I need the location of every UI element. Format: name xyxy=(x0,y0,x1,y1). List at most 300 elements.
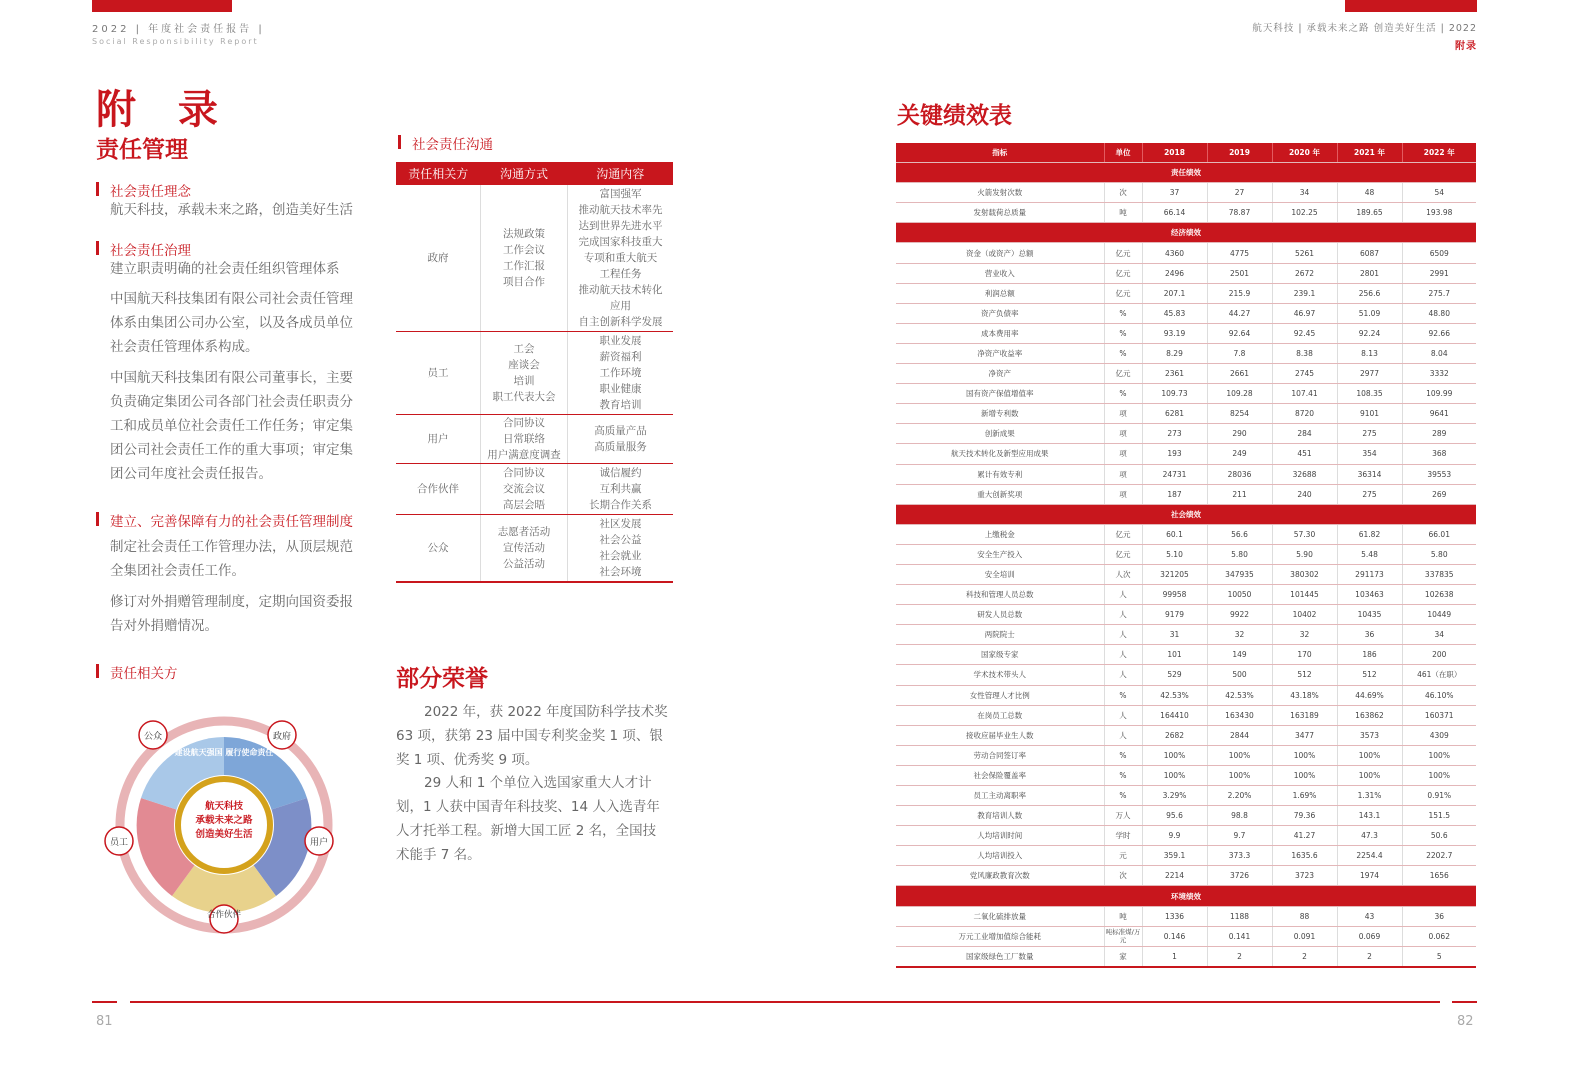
kpi-value: 163189 xyxy=(1272,705,1337,725)
kpi-value: 36314 xyxy=(1337,464,1402,484)
kpi-row xyxy=(896,725,1476,745)
kpi-unit: 吨标准煤/万元 xyxy=(1104,926,1142,946)
kpi-value: 24731 xyxy=(1142,464,1207,484)
kpi-value: 2202.7 xyxy=(1402,846,1476,866)
comm-content: 高质量服务 xyxy=(594,441,647,453)
governance-p2: 中国航天科技集团有限公司社会责任管理体系由集团公司办公室，以及各成员单位社会责任管理体系构成。 xyxy=(110,291,353,355)
comm-content: 职业发展 xyxy=(599,335,642,347)
kpi-category-label: 经济绩效 xyxy=(896,223,1476,243)
kpi-value: 10435 xyxy=(1337,605,1402,625)
kpi-value: 9641 xyxy=(1402,404,1476,424)
kpi-header-cell: 2021 年 xyxy=(1337,143,1402,163)
kpi-value: 56.6 xyxy=(1207,524,1272,544)
node-user xyxy=(305,827,333,855)
kpi-value: 2682 xyxy=(1142,725,1207,745)
kpi-row xyxy=(896,946,1476,967)
kpi-value: 45.83 xyxy=(1142,303,1207,323)
kpi-unit: 次 xyxy=(1104,866,1142,886)
kpi-value: 100% xyxy=(1272,765,1337,785)
honor-title: 部分荣誉 xyxy=(396,666,488,692)
kpi-value: 101 xyxy=(1142,645,1207,665)
kpi-value: 32 xyxy=(1207,625,1272,645)
kpi-value: 451 xyxy=(1272,444,1337,464)
kpi-row xyxy=(896,183,1476,203)
comm-content: 长期合作关系 xyxy=(589,499,652,511)
kpi-value: 3723 xyxy=(1272,866,1337,886)
footer-accent-left xyxy=(92,1001,117,1003)
kpi-value: 57.30 xyxy=(1272,524,1337,544)
comm-header-content: 沟通内容 xyxy=(568,162,674,185)
kpi-row xyxy=(896,524,1476,544)
kpi-value: 6281 xyxy=(1142,404,1207,424)
honor-p2: 29 人和 1 个单位入选国家重大人才计划，1 人获中国青年科技奖、14 人入选青年人才托举工程。新增大国工匠 2 名，全国技术能手 7 名。 xyxy=(396,775,660,863)
kpi-value: 269 xyxy=(1402,484,1476,504)
kpi-value: 207.1 xyxy=(1142,283,1207,303)
kpi-indicator: 上缴税金 xyxy=(896,524,1104,544)
kpi-value: 6509 xyxy=(1402,243,1476,263)
kpi-value: 8.13 xyxy=(1337,343,1402,363)
kpi-value: 66.01 xyxy=(1402,524,1476,544)
header-accent-left xyxy=(92,0,232,12)
comm-content: 薪资福利 xyxy=(599,351,642,363)
kpi-value: 100% xyxy=(1142,745,1207,765)
kpi-value: 100% xyxy=(1207,765,1272,785)
kpi-value: 2214 xyxy=(1142,866,1207,886)
kpi-value: 2 xyxy=(1337,946,1402,967)
kpi-indicator: 创新成果 xyxy=(896,424,1104,444)
kpi-value: 34 xyxy=(1272,183,1337,203)
comm-contents xyxy=(568,332,674,415)
comm-contents xyxy=(568,464,674,515)
kpi-value: 143.1 xyxy=(1337,806,1402,826)
kpi-value: 100% xyxy=(1402,765,1476,785)
node-partner-label: 合作伙伴 xyxy=(206,910,242,920)
kpi-indicator: 党风廉政教育次数 xyxy=(896,866,1104,886)
kpi-value: 461（在职） xyxy=(1402,665,1476,685)
kpi-unit: % xyxy=(1104,765,1142,785)
kpi-row xyxy=(896,243,1476,263)
kpi-row xyxy=(896,625,1476,645)
kpi-indicator: 营业收入 xyxy=(896,263,1104,283)
kpi-value: 100% xyxy=(1337,745,1402,765)
kpi-value: 41.27 xyxy=(1272,826,1337,846)
kpi-value: 3332 xyxy=(1402,364,1476,384)
kpi-unit: 人 xyxy=(1104,725,1142,745)
kpi-value: 101445 xyxy=(1272,585,1337,605)
kpi-header-cell: 指标 xyxy=(896,143,1104,163)
kpi-value: 373.3 xyxy=(1207,846,1272,866)
kpi-value: 193.98 xyxy=(1402,203,1476,223)
footer-accent-right xyxy=(1452,1001,1477,1003)
kpi-row xyxy=(896,866,1476,886)
comm-methods xyxy=(481,332,568,415)
comm-table xyxy=(396,162,673,583)
honor-p1: 2022 年，获 2022 年度国防科学技术奖 63 项，获第 23 届中国专利奖金奖 1 项、银奖 1 项、优秀奖 9 项。 xyxy=(396,704,668,768)
comm-contents xyxy=(568,515,674,583)
kpi-value: 100% xyxy=(1272,745,1337,765)
kpi-unit: 家 xyxy=(1104,946,1142,967)
kpi-value: 2254.4 xyxy=(1337,846,1402,866)
kpi-value: 240 xyxy=(1272,484,1337,504)
system-title: 建立、完善保障有力的社会责任管理制度 xyxy=(96,510,353,530)
kpi-category-row xyxy=(896,886,1476,906)
kpi-value: 0.062 xyxy=(1402,926,1476,946)
kpi-unit: 人 xyxy=(1104,665,1142,685)
page-number-left: 81 xyxy=(96,1014,113,1029)
comm-methods xyxy=(481,515,568,583)
kpi-value: 103463 xyxy=(1337,585,1402,605)
kpi-value: 1.69% xyxy=(1272,786,1337,806)
kpi-unit: 人 xyxy=(1104,705,1142,725)
header-accent-right xyxy=(1345,0,1477,12)
kpi-value: 163862 xyxy=(1337,705,1402,725)
kpi-value: 0.146 xyxy=(1142,926,1207,946)
kpi-value: 2501 xyxy=(1207,263,1272,283)
kpi-value: 66.14 xyxy=(1142,203,1207,223)
kpi-unit: % xyxy=(1104,303,1142,323)
comm-content: 达到世界先进水平 xyxy=(578,220,663,232)
kpi-row xyxy=(896,826,1476,846)
comm-methods xyxy=(481,464,568,515)
comm-content: 社会就业 xyxy=(599,550,642,562)
stakeholder-diagram xyxy=(100,705,350,935)
kpi-value: 10050 xyxy=(1207,585,1272,605)
kpi-value: 4775 xyxy=(1207,243,1272,263)
kpi-row xyxy=(896,343,1476,363)
kpi-value: 321205 xyxy=(1142,564,1207,584)
kpi-indicator: 发射载荷总质量 xyxy=(896,203,1104,223)
kpi-value: 3726 xyxy=(1207,866,1272,886)
kpi-value: 37 xyxy=(1142,183,1207,203)
kpi-value: 3477 xyxy=(1272,725,1337,745)
comm-content: 工程任务 xyxy=(599,268,642,280)
kpi-value: 2672 xyxy=(1272,263,1337,283)
kpi-value: 100% xyxy=(1207,745,1272,765)
comm-content: 职业健康 xyxy=(599,383,642,395)
kpi-value: 512 xyxy=(1337,665,1402,685)
kpi-value: 239.1 xyxy=(1272,283,1337,303)
comm-row xyxy=(396,515,673,583)
kpi-value: 36 xyxy=(1402,906,1476,926)
kpi-row xyxy=(896,203,1476,223)
comm-content: 工作环境 xyxy=(599,367,642,379)
kpi-value: 47.3 xyxy=(1337,826,1402,846)
kpi-row xyxy=(896,585,1476,605)
kpi-indicator: 新增专利数 xyxy=(896,404,1104,424)
kpi-unit: 亿元 xyxy=(1104,364,1142,384)
kpi-value: 2496 xyxy=(1142,263,1207,283)
node-user-label: 用户 xyxy=(309,838,329,848)
kpi-unit: 项 xyxy=(1104,404,1142,424)
kpi-indicator: 重大创新奖项 xyxy=(896,484,1104,504)
comm-party: 用户 xyxy=(396,415,481,464)
kpi-value: 92.64 xyxy=(1207,323,1272,343)
comm-method: 工作会议 xyxy=(503,244,545,256)
header-left-title: 2022 | 年度社会责任报告 | xyxy=(92,24,265,35)
kpi-category-row xyxy=(896,163,1476,183)
kpi-value: 215.9 xyxy=(1207,283,1272,303)
kpi-header-cell: 2022 年 xyxy=(1402,143,1476,163)
kpi-value: 46.97 xyxy=(1272,303,1337,323)
kpi-category-row xyxy=(896,223,1476,243)
kpi-value: 2801 xyxy=(1337,263,1402,283)
concept-text: 航天科技，承载未来之路，创造美好生活 xyxy=(110,202,353,218)
kpi-value: 186 xyxy=(1337,645,1402,665)
kpi-value: 0.069 xyxy=(1337,926,1402,946)
footer-line xyxy=(130,1001,1440,1003)
kpi-value: 92.45 xyxy=(1272,323,1337,343)
governance-p3: 中国航天科技集团有限公司董事长，主要负责确定集团公司各部门社会责任职责分工和成员单位社会责任工作任务；审定集团公司社会责任工作的重大事项；审定集团公司年度社会责任报告。 xyxy=(110,370,353,482)
comm-row xyxy=(396,332,673,415)
node-public xyxy=(139,721,167,749)
kpi-value: 9922 xyxy=(1207,605,1272,625)
kpi-unit: % xyxy=(1104,343,1142,363)
kpi-value: 102638 xyxy=(1402,585,1476,605)
comm-method: 工作汇报 xyxy=(503,260,545,272)
kpi-unit: 人 xyxy=(1104,625,1142,645)
kpi-unit: 万人 xyxy=(1104,806,1142,826)
kpi-indicator: 资金（或资产）总额 xyxy=(896,243,1104,263)
kpi-value: 93.19 xyxy=(1142,323,1207,343)
kpi-value: 34 xyxy=(1402,625,1476,645)
kpi-value: 291173 xyxy=(1337,564,1402,584)
kpi-indicator: 航天技术转化及新型应用成果 xyxy=(896,444,1104,464)
header-right-title: 航天科技 | 承载未来之路 创造美好生活 | 2022 xyxy=(1252,23,1477,34)
kpi-row xyxy=(896,283,1476,303)
kpi-value: 275.7 xyxy=(1402,283,1476,303)
kpi-value: 275 xyxy=(1337,424,1402,444)
kpi-value: 5.80 xyxy=(1402,544,1476,564)
kpi-value: 100% xyxy=(1337,765,1402,785)
kpi-row xyxy=(896,846,1476,866)
comm-content: 诚信履约 xyxy=(599,467,642,479)
kpi-unit: 人 xyxy=(1104,645,1142,665)
comm-content: 富国强军 xyxy=(599,188,642,200)
stakeholder-title: 责任相关方 xyxy=(96,662,178,682)
kpi-unit: 亿元 xyxy=(1104,544,1142,564)
kpi-value: 32688 xyxy=(1272,464,1337,484)
node-employee-label: 员工 xyxy=(109,838,129,848)
comm-method: 高层会晤 xyxy=(503,499,545,511)
kpi-indicator: 科技和管理人员总数 xyxy=(896,585,1104,605)
system-p2: 修订对外捐赠管理制度，定期向国资委报告对外捐赠情况。 xyxy=(110,594,353,634)
comm-content: 互利共赢 xyxy=(599,483,642,495)
comm-party: 政府 xyxy=(396,185,481,332)
kpi-value: 1635.6 xyxy=(1272,846,1337,866)
kpi-row xyxy=(896,705,1476,725)
comm-method: 座谈会 xyxy=(508,359,540,371)
kpi-value: 164410 xyxy=(1142,705,1207,725)
kpi-value: 92.24 xyxy=(1337,323,1402,343)
kpi-unit: 学时 xyxy=(1104,826,1142,846)
kpi-value: 42.53% xyxy=(1207,685,1272,705)
governance-title: 社会责任治理 xyxy=(96,239,191,259)
kpi-indicator: 在岗员工总数 xyxy=(896,705,1104,725)
kpi-unit: 亿元 xyxy=(1104,243,1142,263)
kpi-value: 163430 xyxy=(1207,705,1272,725)
kpi-unit: 项 xyxy=(1104,424,1142,444)
kpi-value: 9.9 xyxy=(1142,826,1207,846)
kpi-indicator: 安全生产投入 xyxy=(896,544,1104,564)
kpi-value: 0.91% xyxy=(1402,786,1476,806)
kpi-value: 2991 xyxy=(1402,263,1476,283)
comm-method: 法规政策 xyxy=(503,228,545,240)
kpi-value: 4309 xyxy=(1402,725,1476,745)
kpi-value: 79.36 xyxy=(1272,806,1337,826)
kpi-value: 28036 xyxy=(1207,464,1272,484)
kpi-indicator: 国家级专家 xyxy=(896,645,1104,665)
kpi-unit: 项 xyxy=(1104,484,1142,504)
kpi-value: 43 xyxy=(1337,906,1402,926)
kpi-value: 51.09 xyxy=(1337,303,1402,323)
kpi-value: 9.7 xyxy=(1207,826,1272,846)
kpi-category-label: 责任绩效 xyxy=(896,163,1476,183)
kpi-indicator: 劳动合同签订率 xyxy=(896,745,1104,765)
comm-content: 专项和重大航天 xyxy=(583,252,658,264)
kpi-value: 43.18% xyxy=(1272,685,1337,705)
center-line-3: 创造美好生活 xyxy=(195,829,253,840)
comm-content: 高质量产品 xyxy=(594,425,647,437)
kpi-value: 151.5 xyxy=(1402,806,1476,826)
kpi-value: 359.1 xyxy=(1142,846,1207,866)
kpi-row xyxy=(896,685,1476,705)
node-gov-label: 政府 xyxy=(272,732,292,742)
kpi-indicator: 万元工业增加值综合能耗 xyxy=(896,926,1104,946)
kpi-value: 2 xyxy=(1272,946,1337,967)
kpi-row xyxy=(896,926,1476,946)
kpi-value: 256.6 xyxy=(1337,283,1402,303)
kpi-value: 2.20% xyxy=(1207,786,1272,806)
kpi-unit: % xyxy=(1104,384,1142,404)
kpi-unit: % xyxy=(1104,323,1142,343)
comm-method: 合同协议 xyxy=(503,467,545,479)
comm-contents xyxy=(568,185,674,332)
comm-content: 推动航天技术率先 xyxy=(578,204,663,216)
kpi-value: 6087 xyxy=(1337,243,1402,263)
center-line-1: 航天科技 xyxy=(204,801,244,812)
node-employee xyxy=(105,827,133,855)
kpi-value: 42.53% xyxy=(1142,685,1207,705)
kpi-indicator: 人均培训投入 xyxy=(896,846,1104,866)
kpi-unit: % xyxy=(1104,685,1142,705)
kpi-value: 60.1 xyxy=(1142,524,1207,544)
comm-method: 公益活动 xyxy=(503,558,545,570)
comm-party: 公众 xyxy=(396,515,481,583)
kpi-value: 109.99 xyxy=(1402,384,1476,404)
kpi-row xyxy=(896,424,1476,444)
kpi-title: 关键绩效表 xyxy=(897,103,1012,129)
comm-row xyxy=(396,464,673,515)
kpi-row xyxy=(896,806,1476,826)
kpi-indicator: 人均培训时间 xyxy=(896,826,1104,846)
comm-method: 日常联络 xyxy=(503,433,545,445)
kpi-row xyxy=(896,364,1476,384)
kpi-indicator: 净资产 xyxy=(896,364,1104,384)
kpi-value: 99958 xyxy=(1142,585,1207,605)
kpi-unit: % xyxy=(1104,745,1142,765)
header-left xyxy=(92,20,265,46)
kpi-value: 31 xyxy=(1142,625,1207,645)
comm-method: 志愿者活动 xyxy=(497,526,551,538)
kpi-indicator: 女性管理人才比例 xyxy=(896,685,1104,705)
kpi-row xyxy=(896,605,1476,625)
kpi-value: 200 xyxy=(1402,645,1476,665)
kpi-value: 107.41 xyxy=(1272,384,1337,404)
kpi-value: 109.28 xyxy=(1207,384,1272,404)
kpi-value: 5.48 xyxy=(1337,544,1402,564)
kpi-unit: 项 xyxy=(1104,464,1142,484)
comm-party: 员工 xyxy=(396,332,481,415)
kpi-value: 48 xyxy=(1337,183,1402,203)
comm-method: 宣传活动 xyxy=(503,542,545,554)
kpi-row xyxy=(896,665,1476,685)
kpi-value: 1656 xyxy=(1402,866,1476,886)
kpi-value: 102.25 xyxy=(1272,203,1337,223)
comm-method: 合同协议 xyxy=(503,417,545,429)
kpi-value: 5.10 xyxy=(1142,544,1207,564)
kpi-row xyxy=(896,544,1476,564)
kpi-unit: 吨 xyxy=(1104,203,1142,223)
kpi-indicator: 研发人员总数 xyxy=(896,605,1104,625)
kpi-indicator: 学术技术带头人 xyxy=(896,665,1104,685)
kpi-value: 7.8 xyxy=(1207,343,1272,363)
kpi-unit: 亿元 xyxy=(1104,263,1142,283)
kpi-value: 1336 xyxy=(1142,906,1207,926)
kpi-value: 275 xyxy=(1337,484,1402,504)
kpi-header-row xyxy=(896,143,1476,163)
kpi-indicator: 二氧化硫排放量 xyxy=(896,906,1104,926)
kpi-row xyxy=(896,484,1476,504)
kpi-value: 512 xyxy=(1272,665,1337,685)
kpi-value: 2745 xyxy=(1272,364,1337,384)
kpi-indicator: 利润总额 xyxy=(896,283,1104,303)
kpi-value: 1974 xyxy=(1337,866,1402,886)
comm-methods xyxy=(481,415,568,464)
kpi-value: 3573 xyxy=(1337,725,1402,745)
comm-method: 职工代表大会 xyxy=(492,391,556,403)
kpi-unit: 项 xyxy=(1104,444,1142,464)
kpi-value: 8254 xyxy=(1207,404,1272,424)
kpi-value: 108.35 xyxy=(1337,384,1402,404)
kpi-indicator: 国有资产保值增值率 xyxy=(896,384,1104,404)
kpi-value: 100% xyxy=(1402,745,1476,765)
kpi-value: 193 xyxy=(1142,444,1207,464)
kpi-row xyxy=(896,384,1476,404)
kpi-row xyxy=(896,745,1476,765)
kpi-row xyxy=(896,564,1476,584)
kpi-indicator: 火箭发射次数 xyxy=(896,183,1104,203)
comm-method: 交流会议 xyxy=(503,483,545,495)
kpi-value: 92.66 xyxy=(1402,323,1476,343)
kpi-value: 88 xyxy=(1272,906,1337,926)
kpi-value: 290 xyxy=(1207,424,1272,444)
kpi-value: 1.31% xyxy=(1337,786,1402,806)
kpi-value: 10449 xyxy=(1402,605,1476,625)
kpi-value: 189.65 xyxy=(1337,203,1402,223)
kpi-value: 44.27 xyxy=(1207,303,1272,323)
comm-party: 合作伙伴 xyxy=(396,464,481,515)
comm-content: 社区发展 xyxy=(599,518,642,530)
section-title-responsibility: 责任管理 xyxy=(96,137,188,163)
kpi-value: 48.80 xyxy=(1402,303,1476,323)
kpi-value: 32 xyxy=(1272,625,1337,645)
kpi-row xyxy=(896,906,1476,926)
comm-method: 项目合作 xyxy=(503,276,545,288)
kpi-value: 289 xyxy=(1402,424,1476,444)
kpi-value: 10402 xyxy=(1272,605,1337,625)
kpi-value: 2361 xyxy=(1142,364,1207,384)
kpi-value: 1188 xyxy=(1207,906,1272,926)
